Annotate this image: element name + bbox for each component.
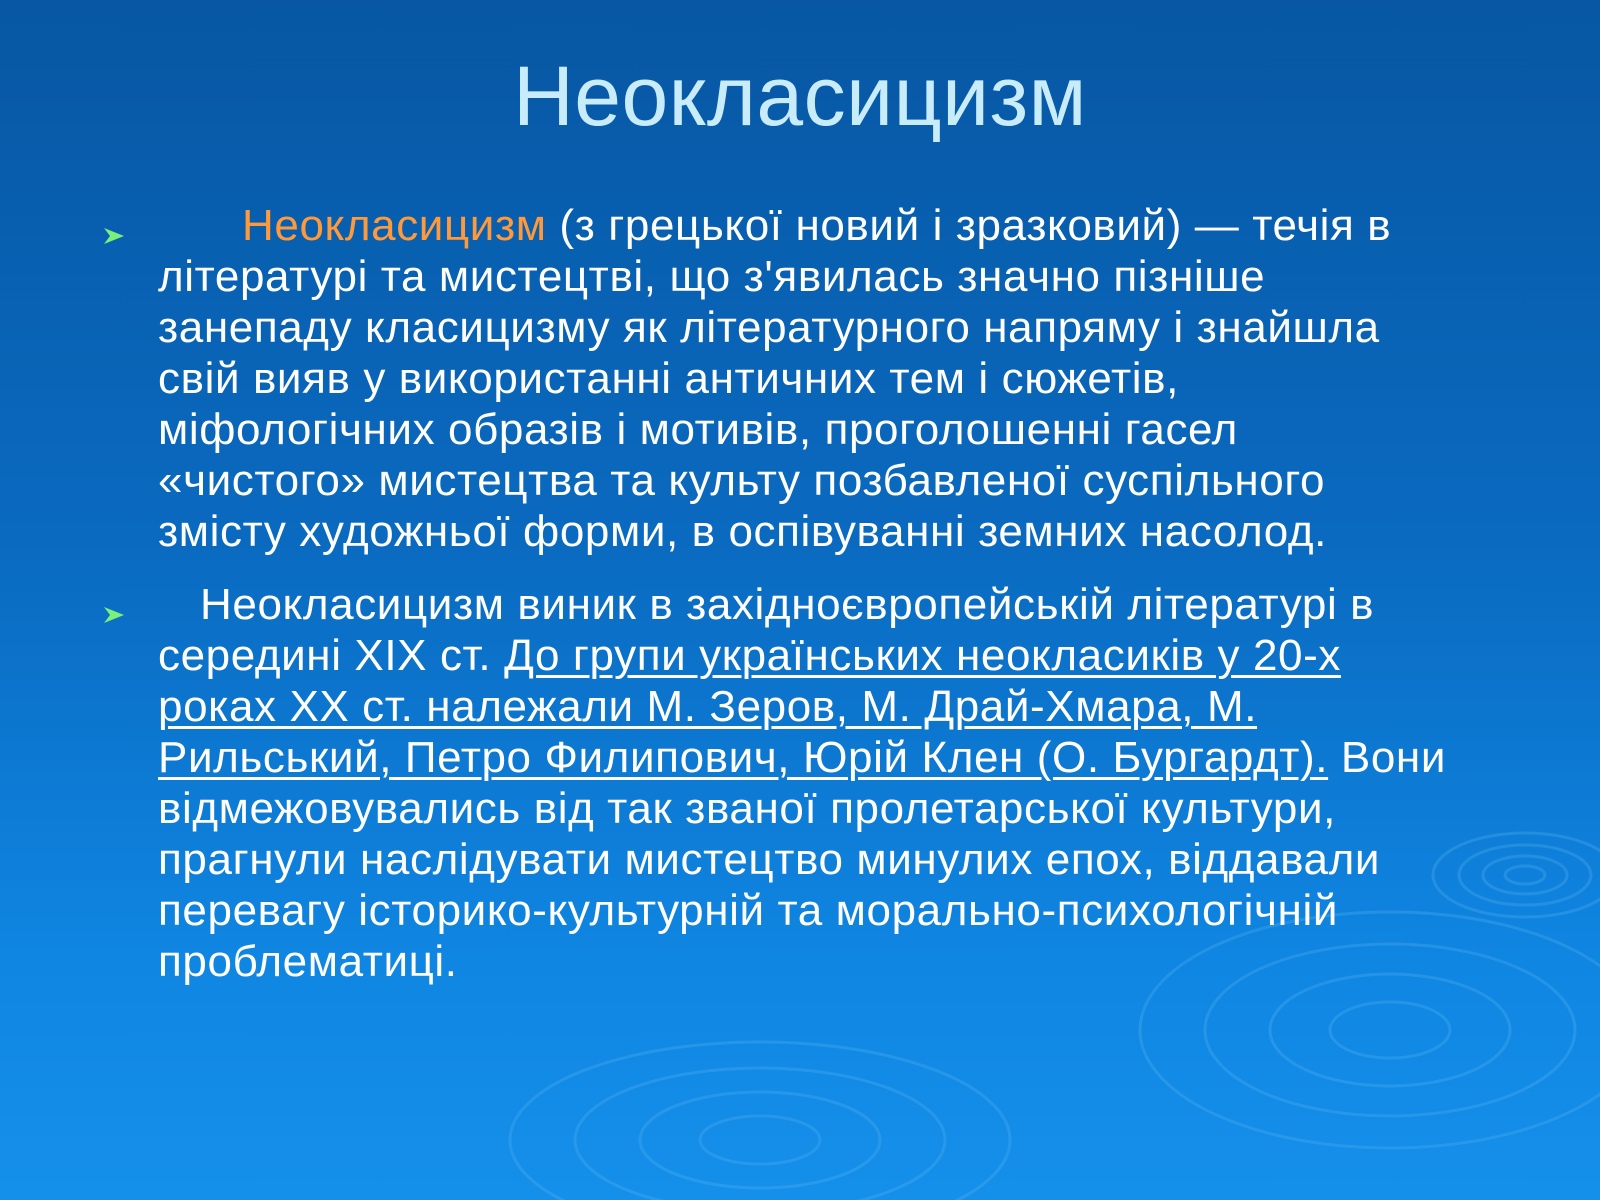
neoclassicists-group-text: До групи українських неокласиків у 20-х роках XX ст. належали М. Зеров, М. Драй-Хмара, М. Рильський, Петро Филипович, Юрій Клен (О. Бургардт).	[158, 631, 1341, 782]
bullet-list	[96, 200, 1456, 987]
arrow-bullet-icon	[102, 226, 126, 246]
highlighted-term: Неокласицизм	[242, 201, 547, 250]
history-lead-text: Неокласицизм виник в західноєвропейській літературі в середині XIX ст.	[158, 580, 1375, 680]
definition-text: (з грецької новий і зразковий) — течія в літературі та мистецтві, що з'явилась значно пізніше занепаду класицизму як літературного напряму і знайшла свій вияв у використанні античних тем і сюжетів, міфологічних образів і мотивів, проголошенні гасел «чистого» мистецтва та культу позбавленої суспільного змісту художньої форми, в оспівуванні земних насолод.	[158, 201, 1392, 556]
slide-title: Неокласицизм	[513, 49, 1087, 143]
history-tail-text: Вони відмежовувались від так званої пролетарської культури, прагнули наслідувати мистецтво минулих епох, віддавали перевагу історико-культурній та морально-психологічній проблематиці.	[158, 733, 1447, 986]
bullet-item-definition	[96, 200, 1456, 557]
arrow-bullet-icon	[102, 605, 126, 625]
bullet-item-history	[96, 579, 1456, 987]
